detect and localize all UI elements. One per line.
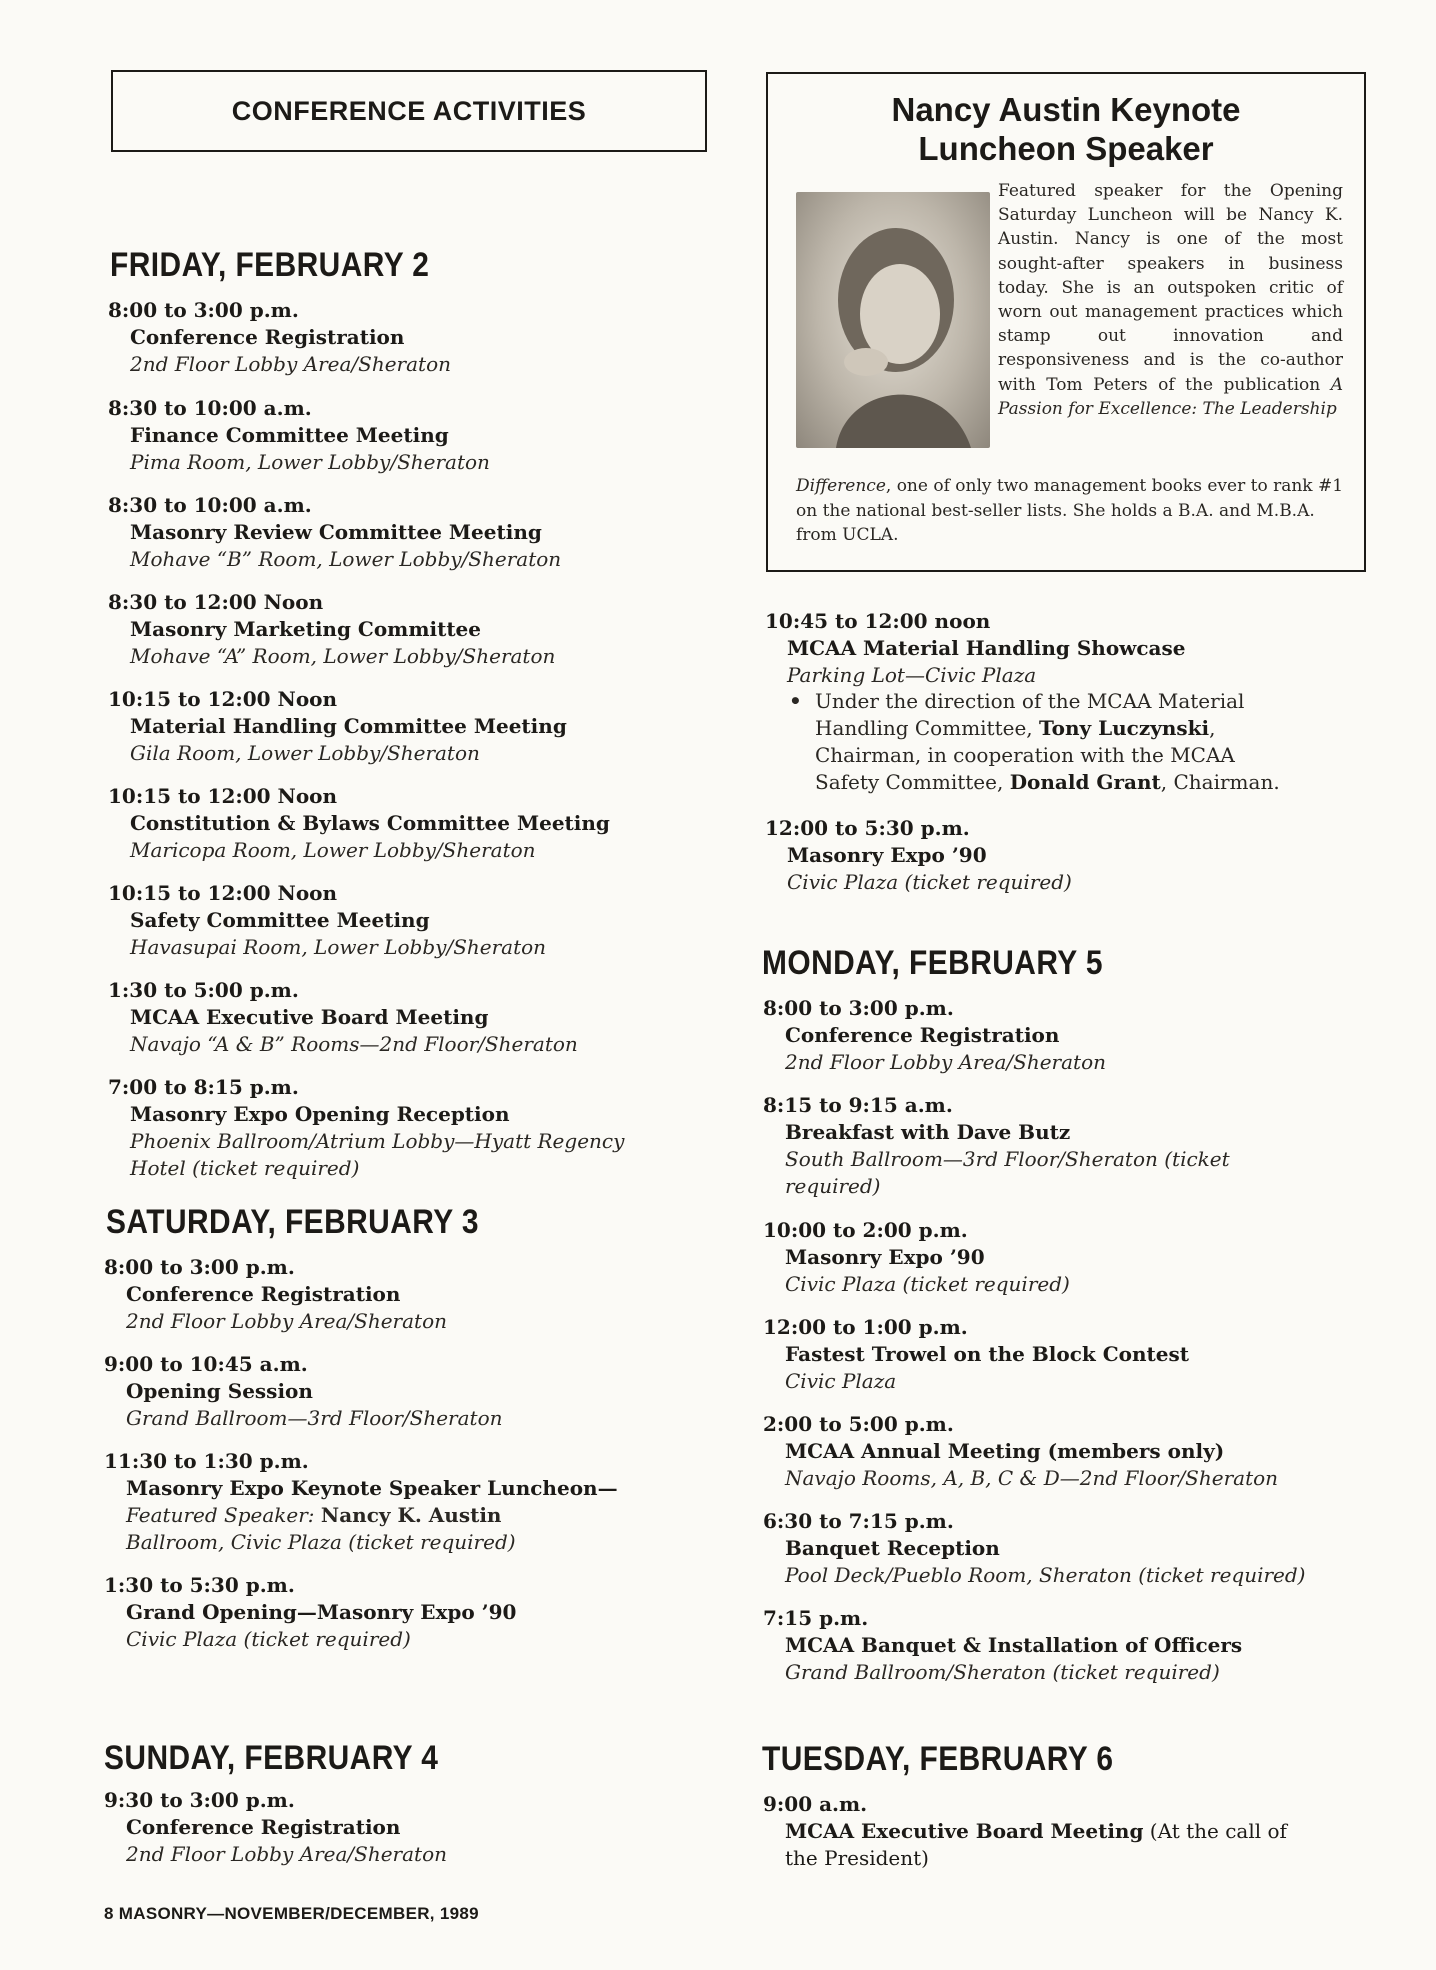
event-title: Conference Registration [126, 1815, 401, 1839]
event-location: Civic Plaza (ticket required) [785, 1272, 1070, 1296]
event-title-note: (At the call of [1143, 1819, 1287, 1843]
event-title: Conference Registration [130, 325, 405, 349]
event-item [108, 782, 610, 864]
day-heading-tuesday: TUESDAY, FEBRUARY 6 [762, 1740, 1114, 1778]
keynote-book-title: A Passion for Excellence: The Leadership [998, 374, 1343, 419]
event-title: Breakfast with Dave Butz [785, 1120, 1071, 1144]
event-location: South Ballroom—3rd Floor/Sheraton (ticket [785, 1147, 1230, 1171]
event-location: Maricopa Room, Lower Lobby/Sheraton [130, 838, 536, 862]
bullet-text: Handling Committee, [815, 716, 1040, 740]
event-title-cont: the President) [785, 1846, 929, 1870]
event-title: MCAA Material Handling Showcase [787, 636, 1186, 660]
day-heading-monday: MONDAY, FEBRUARY 5 [762, 944, 1103, 982]
keynote-title-line2: Luncheon Speaker [918, 130, 1214, 167]
event-location [104, 1502, 618, 1529]
page-footer: 8 MASONRY—NOVEMBER/DECEMBER, 1989 [104, 1904, 479, 1923]
event-title: MCAA Banquet & Installation of Officers [785, 1633, 1243, 1657]
event-time: 1:30 to 5:30 p.m. [104, 1573, 295, 1597]
day-heading-sunday: SUNDAY, FEBRUARY 4 [104, 1739, 439, 1777]
event-title: Conference Registration [785, 1023, 1060, 1047]
bullet-text: , Chairman. [1160, 770, 1280, 794]
keynote-bio [998, 179, 1343, 421]
event-item [104, 1447, 618, 1556]
event-time: 10:00 to 2:00 p.m. [763, 1218, 968, 1242]
event-time: 7:00 to 8:15 p.m. [108, 1075, 299, 1099]
event-title: Material Handling Committee Meeting [130, 714, 567, 738]
event-location: Navajo Rooms, A, B, C & D—2nd Floor/Sheraton [785, 1466, 1279, 1490]
event-title: Masonry Review Committee Meeting [130, 520, 542, 544]
event-location: 2nd Floor Lobby Area/Sheraton [126, 1309, 447, 1333]
event-item [763, 1790, 1287, 1872]
event-time: 10:15 to 12:00 Noon [108, 784, 338, 808]
event-item [765, 814, 1072, 896]
event-time: 8:15 to 9:15 a.m. [763, 1093, 953, 1117]
day-heading-friday: FRIDAY, FEBRUARY 2 [110, 246, 430, 284]
keynote-book-title-cont: Difference [796, 476, 886, 496]
event-time: 9:00 a.m. [763, 1792, 868, 1816]
event-time: 8:30 to 10:00 a.m. [108, 396, 312, 420]
keynote-bio-text: Featured speaker for the Opening Saturday Luncheon will be Nancy K. Austin. Nancy is one of the most sought-after speakers in business today. She is an outspoken critic of worn out management practices which stamp out innovation and responsiveness and is the co-author with Tom Peters of the publication [998, 181, 1343, 395]
event-time: 8:00 to 3:00 p.m. [104, 1255, 295, 1279]
speaker-name: Nancy K. Austin [320, 1503, 502, 1527]
event-item [763, 1313, 1189, 1395]
event-title: Masonry Expo Keynote Speaker Luncheon— [126, 1476, 618, 1500]
event-location-cont: Ballroom, Civic Plaza (ticket required) [126, 1530, 516, 1554]
section-header: CONFERENCE ACTIVITIES [111, 70, 707, 152]
event-time: 8:30 to 12:00 Noon [108, 590, 324, 614]
event-location: Grand Ballroom—3rd Floor/Sheraton [126, 1406, 503, 1430]
event-time: 10:15 to 12:00 Noon [108, 881, 338, 905]
event-location: Gila Room, Lower Lobby/Sheraton [130, 741, 480, 765]
event-item [108, 1073, 624, 1182]
event-item [108, 976, 578, 1058]
speaker-portrait-icon [796, 192, 990, 448]
bullet-line: Chairman, in cooperation with the MCAA [815, 743, 1235, 767]
event-time: 11:30 to 1:30 p.m. [104, 1449, 309, 1473]
event-item [763, 1216, 1070, 1298]
event-time: 6:30 to 7:15 p.m. [763, 1509, 954, 1533]
event-location: Civic Plaza (ticket required) [126, 1627, 411, 1651]
bullet-icon: • [789, 689, 802, 713]
event-location-cont: Hotel (ticket required) [130, 1156, 360, 1180]
event-location: Mohave “B” Room, Lower Lobby/Sheraton [130, 547, 562, 571]
event-location: 2nd Floor Lobby Area/Sheraton [126, 1842, 447, 1866]
event-item [765, 607, 1186, 689]
event-item [104, 1571, 516, 1653]
event-time: 8:30 to 10:00 a.m. [108, 493, 312, 517]
event-title-text: MCAA Executive Board Meeting [785, 1819, 1144, 1843]
event-item [108, 491, 561, 573]
event-title: Masonry Expo ’90 [785, 1245, 985, 1269]
event-location: Pima Room, Lower Lobby/Sheraton [130, 450, 490, 474]
event-item [763, 1507, 1306, 1589]
keynote-title-line1: Nancy Austin Keynote [891, 91, 1241, 128]
event-time: 9:00 to 10:45 a.m. [104, 1352, 308, 1376]
chairman-name: Donald Grant [1009, 770, 1161, 794]
event-time: 12:00 to 1:00 p.m. [763, 1315, 968, 1339]
event-time: 1:30 to 5:00 p.m. [108, 978, 299, 1002]
event-title: Constitution & Bylaws Committee Meeting [130, 811, 610, 835]
event-title: Opening Session [126, 1379, 313, 1403]
event-item [108, 879, 546, 961]
event-location: Grand Ballroom/Sheraton (ticket required) [785, 1660, 1220, 1684]
event-location: Mohave “A” Room, Lower Lobby/Sheraton [130, 644, 556, 668]
event-time: 2:00 to 5:00 p.m. [763, 1412, 954, 1436]
event-location: 2nd Floor Lobby Area/Sheraton [785, 1050, 1106, 1074]
keynote-title [768, 90, 1364, 168]
bullet-text: Safety Committee, [815, 770, 1010, 794]
event-location: 2nd Floor Lobby Area/Sheraton [130, 352, 451, 376]
event-title: Conference Registration [126, 1282, 401, 1306]
event-title: Masonry Marketing Committee [130, 617, 482, 641]
event-title: Safety Committee Meeting [130, 908, 430, 932]
chairman-name: Tony Luczynski [1039, 716, 1210, 740]
event-time: 9:30 to 3:00 p.m. [104, 1788, 295, 1812]
event-location-cont: required) [785, 1174, 881, 1198]
event-item [763, 994, 1106, 1076]
event-location: Pool Deck/Pueblo Room, Sheraton (ticket required) [785, 1563, 1306, 1587]
speaker-label: Featured Speaker: [126, 1503, 321, 1527]
event-time: 12:00 to 5:30 p.m. [765, 816, 970, 840]
event-location: Civic Plaza (ticket required) [787, 870, 1072, 894]
event-time: 8:00 to 3:00 p.m. [763, 996, 954, 1020]
event-item [104, 1786, 447, 1868]
event-time: 7:15 p.m. [763, 1606, 869, 1630]
event-item [108, 394, 490, 476]
event-title: Finance Committee Meeting [130, 423, 449, 447]
event-time: 10:45 to 12:00 noon [765, 609, 991, 633]
speaker-photo [796, 192, 990, 448]
keynote-bio-text-cont: , one of only two management books ever to rank #1 on the national best-seller lists. She holds a B.A. and M.B.A. from UCLA. [796, 476, 1344, 545]
event-title: MCAA Annual Meeting (members only) [785, 1439, 1225, 1463]
event-item [108, 296, 451, 378]
event-location: Phoenix Ballroom/Atrium Lobby—Hyatt Regency [130, 1129, 625, 1153]
event-item [104, 1253, 447, 1335]
event-location: Parking Lot—Civic Plaza [787, 663, 1037, 687]
bullet-line: Under the direction of the MCAA Material [815, 689, 1245, 713]
event-item [763, 1091, 1230, 1200]
event-item [108, 588, 555, 670]
day-heading-saturday: SATURDAY, FEBRUARY 3 [106, 1203, 479, 1241]
event-time: 10:15 to 12:00 Noon [108, 687, 338, 711]
event-item [763, 1410, 1278, 1492]
event-location: Navajo “A & B” Rooms—2nd Floor/Sheraton [130, 1032, 578, 1056]
bullet-line: Handling Committee, Tony Luczynski, [815, 716, 1216, 740]
event-location: Civic Plaza [785, 1369, 897, 1393]
event-title: MCAA Executive Board Meeting [130, 1005, 489, 1029]
event-time: 8:00 to 3:00 p.m. [108, 298, 299, 322]
event-title: Grand Opening—Masonry Expo ’90 [126, 1600, 517, 1624]
event-title: Fastest Trowel on the Block Contest [785, 1342, 1189, 1366]
event-title: Masonry Expo ’90 [787, 843, 987, 867]
keynote-box [766, 72, 1366, 572]
bullet-line [789, 769, 1349, 796]
keynote-bio-cont [796, 474, 1344, 548]
event-item [763, 1604, 1242, 1686]
event-title: Masonry Expo Opening Reception [130, 1102, 510, 1126]
event-item [108, 685, 567, 767]
event-note [789, 688, 1349, 796]
event-title [763, 1818, 1287, 1845]
event-location: Havasupai Room, Lower Lobby/Sheraton [130, 935, 547, 959]
event-item [104, 1350, 502, 1432]
event-title: Banquet Reception [785, 1536, 1000, 1560]
